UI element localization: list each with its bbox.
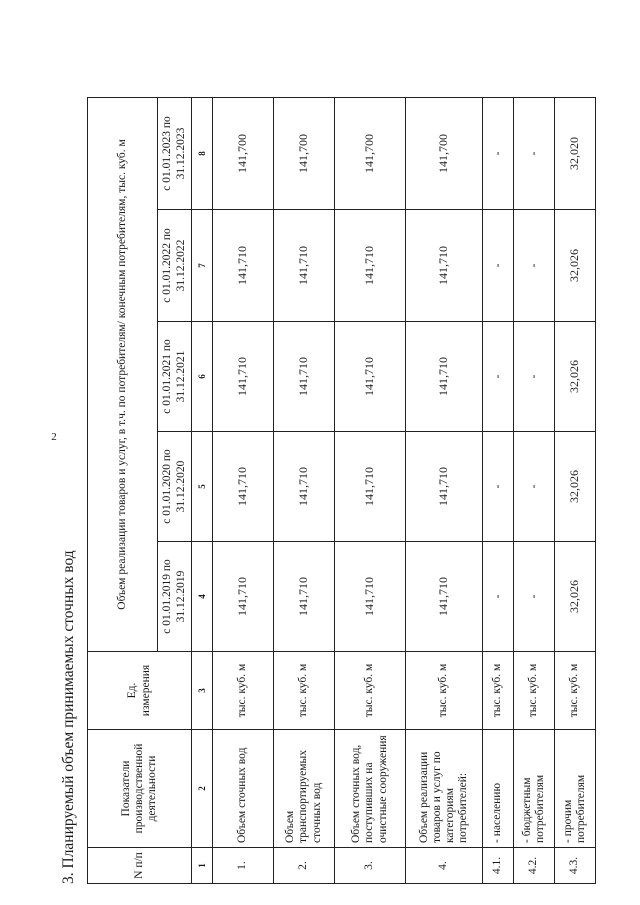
header-unit: Ед. измерения	[88, 652, 192, 730]
row-indicator: Объем транспортируемых сточных вод	[274, 730, 335, 848]
row-value: 141,710	[213, 322, 274, 432]
row-value: 141,710	[274, 432, 335, 542]
header-period: с 01.01.2022 по 31.12.2022	[158, 210, 192, 322]
header-period: с 01.01.2023 по 31.12.2023	[158, 97, 192, 209]
row-value: -	[514, 97, 555, 209]
row-indicator: - прочим потребителям	[555, 730, 596, 848]
table-row	[555, 97, 596, 883]
row-number: 3.	[335, 848, 406, 884]
row-number: 4.2.	[514, 848, 555, 884]
column-number: 8	[192, 97, 213, 209]
row-unit: тыс. куб. м	[335, 652, 406, 730]
rotated-page-content	[55, 94, 585, 884]
column-number: 4	[192, 542, 213, 652]
row-value: 141,710	[406, 210, 483, 322]
column-number: 6	[192, 322, 213, 432]
row-indicator: Объем сточных вод	[213, 730, 274, 848]
row-number: 1.	[213, 848, 274, 884]
row-value: 32,020	[555, 97, 596, 209]
table-row	[406, 97, 483, 883]
page-number: 2	[51, 431, 57, 443]
row-number: 4.1.	[483, 848, 514, 884]
table-row	[483, 97, 514, 883]
row-number: 4.	[406, 848, 483, 884]
row-indicator: - населению	[483, 730, 514, 848]
header-period: с 01.01.2021 по 31.12.2021	[158, 322, 192, 432]
row-indicator: Объем сточных вод, поступивших на очистные сооружения	[335, 730, 406, 848]
row-indicator: - бюджетным потребителям	[514, 730, 555, 848]
row-value: 141,710	[274, 322, 335, 432]
row-value: 32,026	[555, 322, 596, 432]
row-value: 141,710	[274, 542, 335, 652]
column-number: 7	[192, 210, 213, 322]
row-unit: тыс. куб. м	[483, 652, 514, 730]
section-title: 3. Планируемый объем принимаемых сточных вод	[60, 550, 77, 884]
row-value: -	[483, 432, 514, 542]
row-value: -	[483, 97, 514, 209]
row-unit: тыс. куб. м	[555, 652, 596, 730]
header-num: N п/п	[88, 848, 192, 884]
row-value: 141,710	[213, 542, 274, 652]
table-row	[274, 97, 335, 883]
row-unit: тыс. куб. м	[213, 652, 274, 730]
row-value: 141,700	[335, 97, 406, 209]
row-value: 141,710	[274, 210, 335, 322]
header-volume-group: Объем реализации товаров и услуг, в т.ч. по потребителям/ конечным потребителям, тыс. куб. м	[88, 97, 158, 651]
row-indicator: Объем реализации товаров и услуг по категориям потребителей:	[406, 730, 483, 848]
row-value: 141,710	[406, 542, 483, 652]
row-value: 141,710	[335, 542, 406, 652]
row-value: 141,710	[213, 432, 274, 542]
row-value: 32,026	[555, 542, 596, 652]
header-period: с 01.01.2019 по 31.12.2019	[158, 542, 192, 652]
row-unit: тыс. куб. м	[274, 652, 335, 730]
header-indicator: Показатели производственной деятельности	[88, 730, 192, 848]
row-value: -	[514, 542, 555, 652]
table-row	[335, 97, 406, 883]
table-row	[514, 97, 555, 883]
row-value: 141,700	[213, 97, 274, 209]
row-value: 141,710	[406, 432, 483, 542]
row-value: 141,710	[335, 210, 406, 322]
row-value: 32,026	[555, 210, 596, 322]
table-row	[213, 97, 274, 883]
row-value: -	[483, 542, 514, 652]
row-value: -	[514, 432, 555, 542]
row-value: 32,026	[555, 432, 596, 542]
row-value: 141,710	[406, 322, 483, 432]
column-number: 3	[192, 652, 213, 730]
row-number: 2.	[274, 848, 335, 884]
row-unit: тыс. куб. м	[514, 652, 555, 730]
column-number: 2	[192, 730, 213, 848]
row-unit: тыс. куб. м	[406, 652, 483, 730]
row-value: -	[514, 210, 555, 322]
row-value: -	[483, 210, 514, 322]
planned-volume-table	[87, 97, 596, 884]
column-number: 1	[192, 848, 213, 884]
row-value: 141,710	[335, 322, 406, 432]
row-value: 141,710	[335, 432, 406, 542]
header-period: с 01.01.2020 по 31.12.2020	[158, 432, 192, 542]
row-number: 4.3.	[555, 848, 596, 884]
column-number: 5	[192, 432, 213, 542]
row-value: 141,700	[406, 97, 483, 209]
row-value: 141,700	[274, 97, 335, 209]
row-value: 141,710	[213, 210, 274, 322]
row-value: -	[483, 322, 514, 432]
row-value: -	[514, 322, 555, 432]
